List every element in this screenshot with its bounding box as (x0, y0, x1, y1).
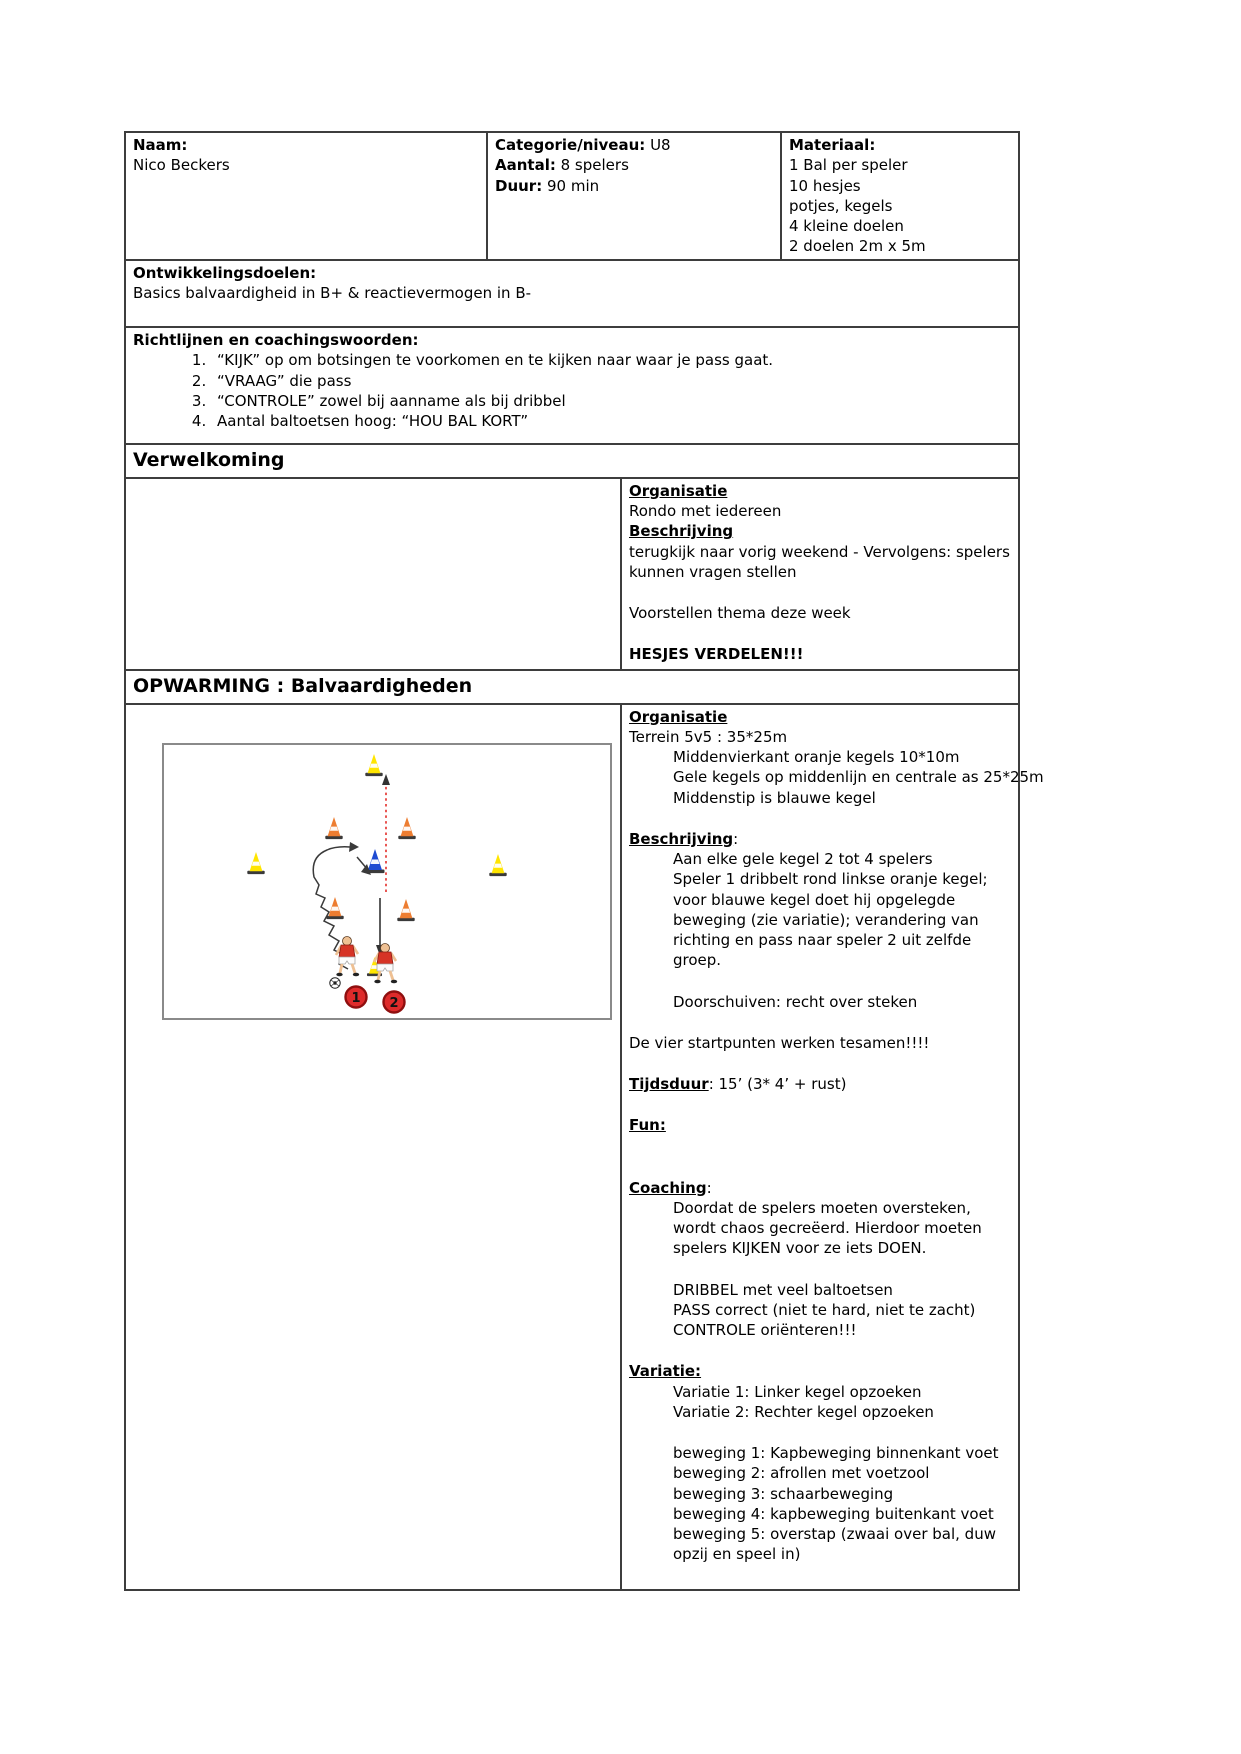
duration-value: 90 min (547, 176, 600, 195)
coaching-heading (629, 1178, 1011, 1198)
warmup-beschrijving-heading (629, 829, 1011, 849)
player-1-figure (336, 936, 359, 976)
yellow-cone-left (247, 852, 264, 874)
welcome-diagram-cell (125, 478, 621, 670)
name-label: Naam: (133, 136, 188, 154)
warmup-teamwork-line: De vier startpunten werken tesamen!!!! (629, 1033, 930, 1052)
coaching-label: Coaching (629, 1178, 707, 1197)
info-table (124, 131, 1020, 445)
material-item: 1 Bal per speler (789, 156, 908, 175)
welcome-title-row (125, 444, 1019, 478)
beweging-item: beweging 2: afrollen met voetzool (673, 1464, 930, 1483)
material-item: 10 hesjes (789, 176, 861, 195)
colon: : (706, 1178, 712, 1197)
duration-label: Duur: (495, 176, 543, 195)
beweging-item: beweging 4: kapbeweging buitenkant voet (673, 1504, 994, 1523)
welcome-title: Verwelkoming (125, 444, 1019, 478)
welcome-beschrijving-text: terugkijk naar vorig weekend - Vervolgens: spelers kunnen vragen stellen (629, 542, 1010, 581)
variatie-item: Variatie 1: Linker kegel opzoeken (673, 1382, 922, 1401)
guidelines-row (125, 327, 1019, 444)
player-1-number: 1 (351, 990, 361, 1006)
player-2-figure (374, 943, 397, 983)
material-item: potjes, kegels (789, 196, 893, 215)
dribble-arrowhead (349, 842, 359, 852)
welcome-text-cell (621, 478, 1019, 670)
material-cell (781, 132, 1019, 260)
yellow-cone-top (365, 754, 382, 776)
coaching-item: PASS correct (niet te hard, niet te zacht) (673, 1300, 976, 1319)
variatie-item: Variatie 2: Rechter kegel opzoeken (673, 1402, 934, 1421)
orange-cone-mid-right (398, 817, 415, 839)
variatie-label: Variatie: (629, 1362, 702, 1381)
material-item: 2 doelen 2m x 5m (789, 237, 926, 256)
welcome-beschrijving-label: Beschrijving (629, 522, 734, 541)
warmup-beschrijving-item: Doorschuiven: recht over steken (673, 992, 918, 1011)
orange-cone-low-right (397, 899, 414, 921)
colon: : (733, 829, 739, 848)
goals-label: Ontwikkelingsdoelen: (133, 263, 317, 282)
count-label: Aantal: (495, 156, 556, 175)
category-cell (487, 132, 781, 260)
pass-arrow-dotted (382, 774, 390, 892)
beweging-item: beweging 5: overstap (zwaai over bal, duw opzij en speel in) (673, 1525, 996, 1564)
welcome-content-row (125, 478, 1019, 670)
orange-cone-low-left (326, 897, 343, 919)
welcome-organisatie-label: Organisatie (629, 481, 728, 500)
count-value: 8 spelers (560, 156, 629, 175)
category-value: U8 (650, 136, 671, 154)
player-1-badge (346, 986, 367, 1007)
player-2-badge (384, 991, 405, 1012)
warmup-diagram-cell (125, 704, 621, 1590)
welcome-organisatie-text: Rondo met iedereen (629, 502, 782, 521)
warmup-organisatie-item: Middenstip is blauwe kegel (673, 788, 876, 807)
warmup-beschrijving-item: Aan elke gele kegel 2 tot 4 spelers (673, 850, 933, 869)
orange-cone-mid-left (325, 817, 342, 839)
yellow-cone-right (489, 854, 506, 876)
drill-diagram (162, 743, 613, 1020)
player-2-number: 2 (389, 995, 399, 1011)
goals-cell (125, 260, 1019, 328)
welcome-theme-line: Voorstellen thema deze week (629, 604, 851, 623)
category-line (495, 135, 773, 155)
coaching-item: CONTROLE oriënteren!!! (673, 1321, 857, 1340)
material-item: 4 kleine doelen (789, 217, 904, 235)
ball-icon (330, 977, 340, 987)
warmup-text-cell (621, 704, 1044, 1590)
count-line (495, 155, 773, 175)
name-value: Nico Beckers (133, 156, 230, 175)
warmup-beschrijving-item: Speler 1 dribbelt rond linkse oranje kegel; voor blauwe kegel doet hij opgelegde beweging (zie variatie); verandering van richting en pass naar speler 2 uit zelfde groep. (673, 870, 988, 970)
tijdsduur-label: Tijdsduur (629, 1075, 709, 1094)
warmup-title: OPWARMING : Balvaardigheden (125, 670, 1019, 704)
guidelines-label: Richtlijnen en coachingswoorden: (133, 331, 419, 349)
guideline-item: 1. “KIJK” op om botsingen te voorkomen en te kijken naar waar je pass gaat. (211, 350, 1011, 370)
warmup-tijdsduur-line (629, 1074, 1011, 1094)
warmup-content-row (125, 704, 1019, 1590)
coaching-paragraph: Doordat de spelers moeten oversteken, wordt chaos gecreëerd. Hierdoor moeten spelers KIJKEN voor ze iets DOEN. (673, 1198, 982, 1258)
warmup-organisatie-item: Middenvierkant oranje kegels 10*10m (673, 748, 960, 767)
guideline-item: 3. “CONTROLE” zowel bij aanname als bij dribbel (211, 391, 1011, 411)
welcome-vests-line: HESJES VERDELEN!!! (629, 645, 804, 664)
warmup-terrain-line: Terrein 5v5 : 35*25m (629, 727, 788, 746)
fun-label: Fun: (629, 1116, 666, 1135)
sessions-table (124, 443, 1044, 1590)
guidelines-cell (125, 327, 1019, 444)
warmup-title-row (125, 670, 1019, 704)
beweging-item: beweging 1: Kapbeweging binnenkant voet (673, 1444, 999, 1463)
material-label: Materiaal: (789, 136, 876, 154)
name-cell (125, 132, 487, 260)
tijdsduur-value: : 15’ (3* 4’ + rust) (708, 1075, 847, 1094)
coaching-item: DRIBBEL met veel baltoetsen (673, 1280, 893, 1299)
goals-text: Basics balvaardigheid in B+ & reactievermogen in B- (133, 283, 532, 302)
duration-line (495, 176, 773, 196)
category-label: Categorie/niveau: (495, 136, 646, 154)
warmup-organisatie-label: Organisatie (629, 707, 728, 726)
beweging-item: beweging 3: schaarbeweging (673, 1484, 894, 1503)
training-plan-page (124, 131, 1044, 1591)
drill-field-diagram (162, 743, 612, 1020)
info-row (125, 132, 1019, 260)
warmup-organisatie-item: Gele kegels op middenlijn en centrale as 25*25m (673, 768, 1044, 787)
warmup-beschrijving-label: Beschrijving (629, 829, 734, 848)
guideline-item: 4. Aantal baltoetsen hoog: “HOU BAL KORT” (211, 411, 1011, 431)
guideline-item: 2. “VRAAG” die pass (211, 371, 1011, 391)
guidelines-list (133, 350, 1011, 431)
goals-row (125, 260, 1019, 328)
